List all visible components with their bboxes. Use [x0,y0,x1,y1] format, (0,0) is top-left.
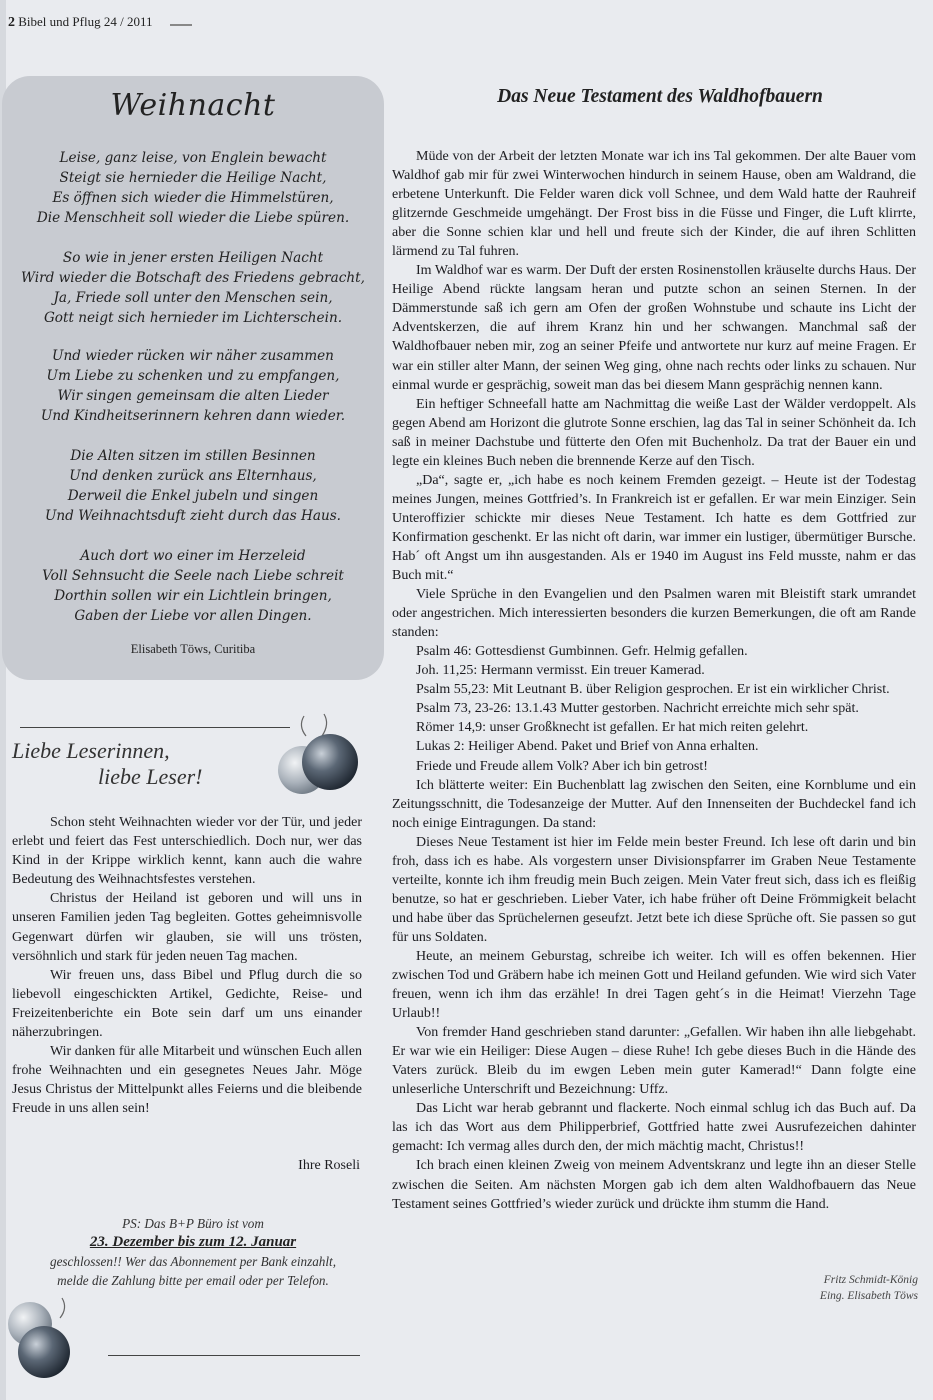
poem-line: Die Menschheit soll wieder die Liebe spüren. [36,210,350,226]
story-paragraph: Ein heftiger Schneefall hatte am Nachmittag die weiße Last der Wälder verdoppelt. Als gegen Abend am Horizont die glutrote Sonne erschien, lag das Tal in seiner Schönheit da. Ich saß in meiner Dachstube und fütterte den Ofen mit Buchenholz. Da trat der Bauer ein und legte ein kleines Buch neben die brennende Kerze auf den Tisch. [392,396,916,469]
letter-paragraph: Wir freuen uns, dass Bibel und Pflug durch die so liebevoll eingeschickten Artikel, Gedichte, Reise- und Freizeitenberichte ein Bote sein darf um uns einander näherzubringen. [12,967,362,1041]
poem-stanza [2,248,384,328]
poem-line: Wird wieder die Botschaft des Friedens gebracht, [21,270,365,286]
letter-paragraph: Christus der Heiland ist geboren und will uns in unseren Familien jeden Tag begleiten. Gottes geheimnisvolle Gegenwart dürfen wir glauben, sie will uns trösten, versöhnlich und stark für jeden neuen Tag machen. [12,891,362,964]
story-title: Das Neue Testament des Waldhofbauern [497,86,823,107]
letter-paragraph: Schon steht Weihnachten wieder vor der Tür, und jeder erlebt und feiert das Fest unterschiedlich. Doch nur, wer das Kind in der Krippe wirklich kennt, kann auch die wahre Bedeutung des Weihnachtsfestes verstehen. [12,815,362,888]
ps-dates: 23. Dezember bis zum 12. Januar [89,1234,297,1250]
story-paragraph: Das Licht war herab gebrannt und flackerte. Noch einmal schlug ich das Buch auf. Da las ich das Wort aus dem Philipperbrief, Gottfried hatte zwei Ausrufezeichen dahinter gemacht: Ich vermag alles durch den, der mich mächtig macht, Christus!! [392,1101,916,1155]
ps-note [48,1214,338,1290]
christmas-ball-ornament-icon [268,712,368,798]
story-paragraph: Friede und Freude allem Volk? Aber ich bin getrost! [416,758,708,774]
poem-line: Um Liebe zu schenken und zu empfangen, [46,368,340,384]
story-paragraph: Lukas 2: Heiliger Abend. Paket und Brief von Anna erhalten. [416,739,759,755]
poem-line: Und Kindheitserinnern kehren dann wieder. [40,408,346,424]
letter-greeting: liebe Leser! [98,764,203,789]
story-paragraph: Ich brach einen kleinen Zweig von meinem Adventskranz und legte ihn an dieser Stelle zwischen die Seiten. Am nächsten Morgen gab ich dem alten Waldhofbauern das Neue Testament seines Gottfried’s wieder zurück und drückte ihm stumm die Hand. [392,1158,916,1212]
story-paragraph: Psalm 46: Gottesdienst Gumbinnen. Gefr. Helmig gefallen. [416,644,748,660]
poem-stanza [2,148,384,228]
letter-paragraph: Wir danken für alle Mitarbeit und wünschen Euch allen frohe Weihnachten und ein gesegnetes Neues Jahr. Möge Jesus Christus der Mittelpunkt alles Feierns und die bleibende Freude in uns allen sein! [12,1044,362,1117]
poem-line: Auch dort wo einer im Herzeleid [80,548,306,564]
story-paragraph: Müde von der Arbeit der letzten Monate war ich ins Tal gekommen. Der alte Bauer vom Waldhof gab mir für zwei Winterwochen hindurch in seinem Hause, oben am Waldrand, die erbetene Unterkunft. Die Felder waren dick voll Schnee, und dem Wald hatte der Rauhreif glitzernde Geschmeide umgehängt. Der Frost biss in die Füsse und Finger, die Luft klirrte, aber die Sonne schien klar und hell und freute sich der Kinder, die auf ihren Schlitten lärmend zu Tal fuhren. [392,149,916,260]
story-paragraph: Viele Sprüche in den Evangelien und den Psalmen waren mit Bleistift stark umrandet oder angestrichen. Mich interessierten besonders die kurzen Bemerkungen, die oft am Rande standen: [392,587,916,641]
poem-box [2,76,384,680]
poem-line: So wie in jener ersten Heiligen Nacht [62,250,324,266]
poem-line: Und Weihnachtsduft zieht durch das Haus. [44,508,342,524]
poem-line: Dorthin sollen wir ein Lichtlein bringen, [54,588,332,604]
divider-line [108,1355,360,1356]
poem-line: Wir singen gemeinsam die alten Lieder [57,388,329,404]
poem-line: Die Alten sitzen im stillen Besinnen [70,448,316,464]
story-paragraph: Psalm 55,23: Mit Leutnant B. über Religion gesprochen. Er ist ein wirklicher Christ. [416,682,890,698]
poem-line: Und wieder rücken wir näher zusammen [52,348,334,364]
story-paragraph: Im Waldhof war es warm. Der Duft der ersten Rosinenstollen kräuselte durchs Haus. Der Heilige Abend rückte langsam heran und putzte schon an seinen Sternen. In der Dämmerstunde saß ich gern am Ofen der großen Wohnstube und schaute ins Licht der Adventskerzen, die auf ihrem Kranz hin und her schwangen. Manchmal saß der Waldhofbauer neben mir, zog an seiner Pfeife und antwortete nur kurz auf meine Fragen. Er war ein stiller alter Mann, der seinen Weg ging, ohne nach rechts oder links zu schauen. Nur einmal wurde er gesprächig, soweit man das bei diesem Mann gesprächig nennen kann. [392,263,916,393]
poem-stanza [2,546,384,626]
story-paragraph: Von fremder Hand geschrieben stand darunter: „Gefallen. Wir haben ihn alle liebgehabt. Er war wie ein Heiliger: Diese Augen – diese Ruhe! Ich gebe dieses Buch in die Hände des Vaters zurück. Bleib du im ewgen Leben mein guter Kamerad!“ Dann folgte eine unleserliche Unterschrift und Bezeichnung: Uffz. [392,1025,916,1098]
ps-intro: PS: Das B+P Büro ist vom [122,1216,264,1231]
story-submitted-by: Eing. Elisabeth Töws [819,1290,918,1302]
poem-line: Voll Sehnsucht die Seele nach Liebe schreit [42,568,344,584]
poem-line: Steigt sie hernieder die Heilige Nacht, [59,170,327,186]
story-paragraph: Psalm 73, 23-26: 13.1.43 Mutter gestorben. Nachricht erreichte mich sehr spät. [416,701,859,717]
poem-line: Ja, Friede soll unter den Menschen sein, [53,290,333,306]
header-rule [170,24,192,26]
letter-greeting: Liebe Leserinnen, [12,738,170,763]
poem-line: Gaben der Liebe vor allen Dingen. [74,608,312,624]
story-paragraph: Joh. 11,25: Hermann vermisst. Ein treuer Kamerad. [416,663,705,679]
christmas-ball-ornament-icon [4,1292,94,1382]
poem-stanza [2,346,384,426]
poem-line: Es öffnen sich wieder die Himmelstüren, [52,190,334,206]
story-paragraph: Römer 14,9: unser Großknecht ist gefallen. Er hat mich reiten gelehrt. [416,720,809,736]
story-body [392,147,916,1214]
poem-title: Weihnacht [110,88,276,123]
story-paragraph: Dieses Neue Testament ist hier im Felde mein bester Freund. Ich lese oft darin und bin froh, dass ich es habe. Als vorgestern unser Divisionspfarrer im Graben Neue Testamente verteilte, konnte ich ihm freudig mein Buch zeigen. Mein Vater freut sich, dass ich es fleißig benutze, so hat er geschrieben. Lieber Vater, ich habe früher oft Deine Frömmigkeit belacht und habe über das Sprüchelernen geseufzt. Jetzt bete ich diese Sprüche oft. Sie passen so gut für uns Soldaten. [392,834,916,945]
poem-line: Leise, ganz leise, von Englein bewacht [59,150,327,166]
poem-line: Derweil die Enkel jubeln und singen [67,488,319,504]
poem-line: Gott neigt sich hernieder im Lichterschein. [43,310,343,326]
story-paragraph: „Da“, sagte er, „ich habe es noch keinem Fremden gezeigt. – Heute ist der Todestag meines Jungen, meines Gottfried’s. In Frankreich ist er gefallen. Er war mein Einziger. Sein Unteroffizier schickte mir dieses Neue Testament. Ich hatte es dem Gottfried zur Konfirmation geschenkt. Er las nicht oft darin, war immer ein lustiger, übermütiger Bursche. Hab´ oft Angst um ihn ausgestanden. Als er 1940 im August ins Feld musste, nahm er das Buch mit.“ [392,472,916,584]
story-author: Fritz Schmidt-König [823,1274,918,1286]
poem-stanza [2,446,384,526]
poem-line: Und denken zurück ans Elternhaus, [69,468,317,484]
story-paragraph: Ich blätterte weiter: Ein Buchenblatt lag zwischen den Seiten, eine Kornblume und ein Zeitungsschnitt, die Todesanzeige der Mutter. Auf den Innenseiten der Buchdeckel fand ich noch einige Eintragungen. Da stand: [392,777,916,831]
letter-signature: Ihre Roseli [298,1158,360,1173]
story-paragraph: Heute, an meinem Geburstag, schreibe ich weiter. Ich will es offen bekennen. Hier zwischen Tod und Gräbern habe ich meinen Gott und Heiland gefunden. Wie wird sich Vater freuen, wenn ich ihm das erzähle! In drei Tagen geht´s in die Heimat! Vierzehn Tage Urlaub!! [392,948,916,1022]
divider-line [20,727,290,728]
letter-body [12,813,362,1119]
page-header [8,14,152,36]
ps-text: geschlossen!! Wer das Abonnement per Bank einzahlt, melde die Zahlung bitte per email oder per Telefon. [49,1254,337,1288]
publication-name: Bibel und Pflug 24 / 2011 [18,14,153,29]
poem-author: Elisabeth Töws, Curitiba [130,642,256,656]
page-number: 2 [8,15,15,30]
